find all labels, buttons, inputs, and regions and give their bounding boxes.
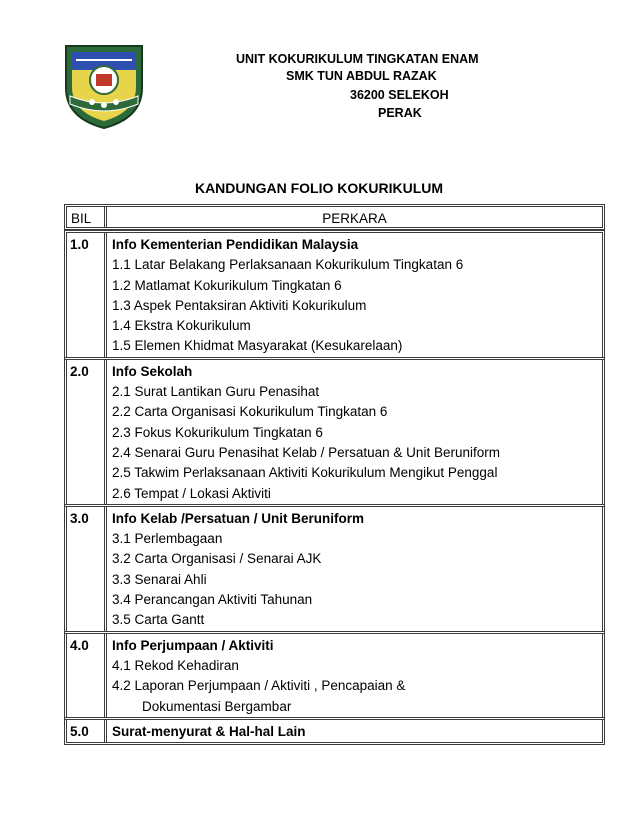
section-item: 2.5 Takwim Perlaksanaan Aktiviti Kokurikulum Mengikut Penggal [112,465,498,481]
table-header-row [64,204,605,230]
section-heading: Info Kementerian Pendidikan Malaysia [112,237,359,252]
section-item: 3.5 Carta Gantt [112,612,205,628]
row-number: 2.0 [67,360,107,504]
section-item: 3.3 Senarai Ahli [112,571,207,587]
section-heading: Info Sekolah [112,363,193,379]
row-content [107,507,602,631]
row-number: 1.0 [67,233,107,357]
contents-table [64,204,605,745]
table-row [64,504,605,634]
section-item: 4.2 Laporan Perjumpaan / Aktiviti , Pencapaian & [112,678,406,694]
section-item: 2.4 Senarai Guru Penasihat Kelab / Persatuan & Unit Beruniform [112,444,500,460]
section-item: 1.3 Aspek Pentaksiran Aktiviti Kokurikulum [112,297,367,313]
section-item: 1.5 Elemen Khidmat Masyarakat (Kesukarelaan) [112,338,403,354]
row-number: 4.0 [67,634,107,717]
header-postcode: 36200 SELEKOH [350,88,449,102]
section-item: 3.2 Carta Organisasi / Senarai AJK [112,551,322,567]
section-heading: Info Perjumpaan / Aktiviti [112,637,274,653]
section-item: 1.1 Latar Belakang Perlaksanaan Kokurikulum Tingkatan 6 [112,257,464,273]
header-unit: UNIT KOKURIKULUM TINGKATAN ENAM [236,52,479,66]
section-item: 1.2 Matlamat Kokurikulum Tingkatan 6 [112,277,342,293]
table-row [64,357,605,507]
row-number: 5.0 [67,720,107,742]
section-item: 2.6 Tempat / Lokasi Aktiviti [112,485,271,501]
section-heading: Surat-menyurat & Hal-hal Lain [112,723,306,739]
section-item: 3.1 Perlembagaan [112,531,223,547]
row-content [107,233,602,357]
header-state: PERAK [378,106,422,120]
section-item: 1.4 Ekstra Kokurikulum [112,318,251,334]
section-item: 3.4 Perancangan Aktiviti Tahunan [112,592,313,608]
section-item: 2.2 Carta Organisasi Kokurikulum Tingkatan 6 [112,404,388,420]
column-header-perkara: PERKARA [322,211,387,226]
table-row [64,717,605,745]
section-item: 2.1 Surat Lantikan Guru Penasihat [112,384,320,400]
school-crest-logo [62,40,146,130]
table-row [64,631,605,720]
column-header-bil: BIL [67,207,107,227]
row-number: 3.0 [67,507,107,631]
row-content [107,360,602,504]
section-item: 2.3 Fokus Kokurikulum Tingkatan 6 [112,424,323,440]
header-school: SMK TUN ABDUL RAZAK [286,69,437,83]
section-item-continuation: Dokumentasi Bergambar [142,698,292,714]
section-heading: Info Kelab /Persatuan / Unit Beruniform [112,510,365,526]
table-row [64,230,605,360]
row-content [107,634,602,717]
row-content [107,720,602,742]
section-item: 4.1 Rekod Kehadiran [112,657,239,673]
page-title: KANDUNGAN FOLIO KOKURIKULUM [194,180,444,196]
